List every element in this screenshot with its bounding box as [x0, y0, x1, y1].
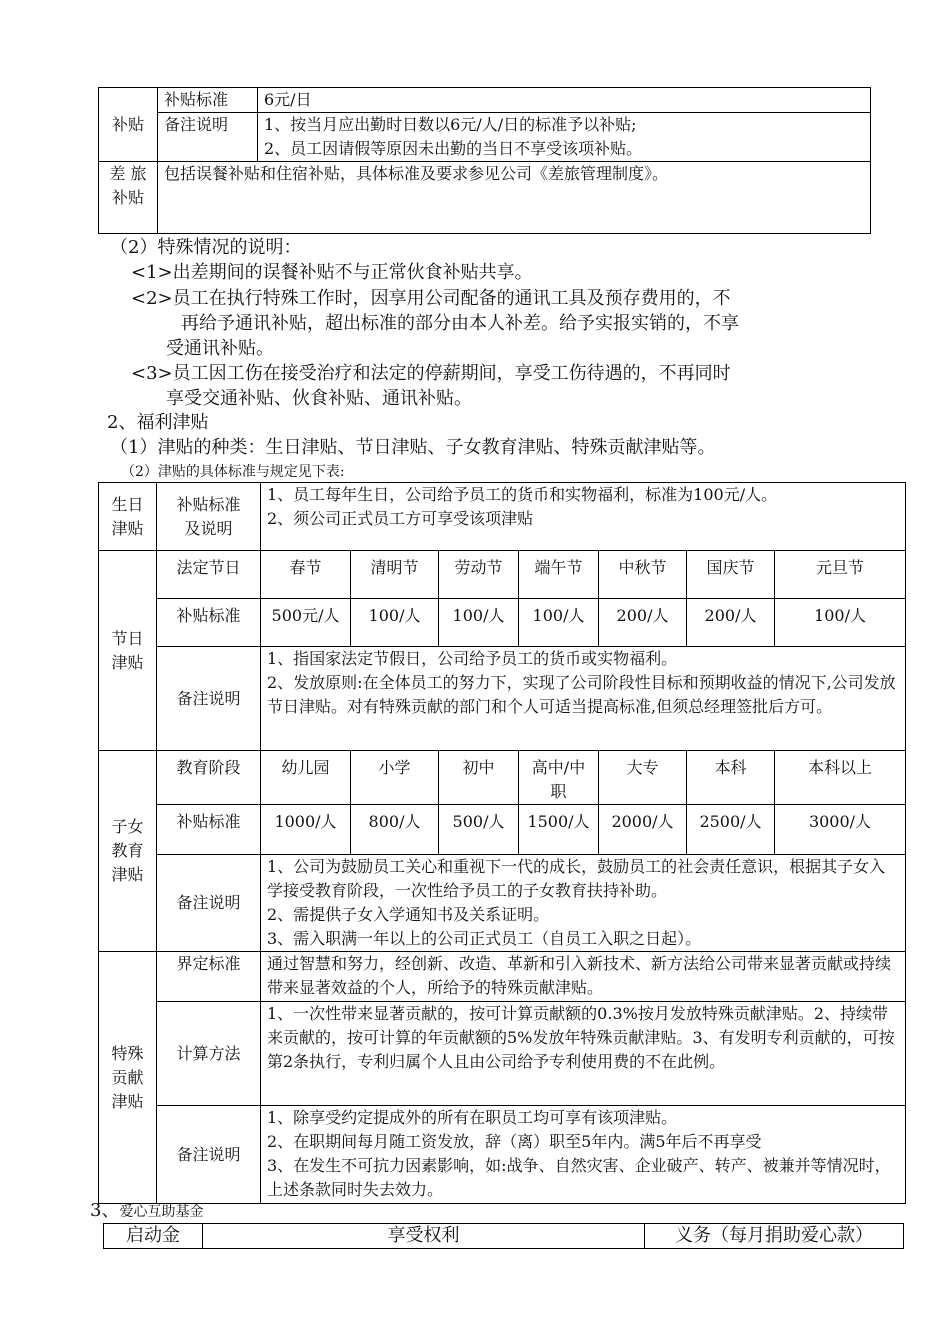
education-allowance-label — [99, 751, 157, 952]
note-line: 1、除享受约定提成外的所有在职员工均可享有该项津贴。 — [267, 1108, 678, 1127]
text-line: 1、员工每年生日，公司给予员工的货币和实物福利，标准为100元/人。 — [267, 485, 778, 504]
label-line: 特殊 — [111, 1043, 144, 1063]
note-line: 2、在职期间每月随工资发放，辞（离）职至5年内。满5年后不再享受 — [267, 1132, 762, 1151]
birthday-sub-label — [157, 483, 261, 551]
label-line: 及说明 — [184, 518, 233, 538]
holiday-label: 法定节日 — [157, 551, 261, 599]
stage-name: 初中 — [439, 751, 519, 805]
holiday-name: 春节 — [261, 551, 351, 599]
festival-allowance-label — [99, 551, 157, 751]
stage-name: 高中/中职 — [519, 751, 599, 805]
holiday-amount: 100/人 — [351, 599, 439, 647]
stage-amount: 1500/人 — [519, 805, 599, 855]
travel-allowance-text: 包括误餐补贴和住宿补贴，具体标准及要求参见公司《差旅管理制度》。 — [158, 162, 871, 234]
special-item-1: <1>出差期间的误餐补贴不与正常伙食补贴共享。 — [131, 262, 533, 283]
education-note-label: 备注说明 — [157, 855, 261, 952]
std-value: 6元/日 — [258, 88, 871, 113]
label-line: 节日 — [111, 628, 144, 648]
note-line: 1、指国家法定节假日，公司给予员工的货币或实物福利。 — [267, 649, 678, 668]
meal-allowance-label: 补贴 — [99, 88, 158, 162]
holiday-amount: 100/人 — [519, 599, 599, 647]
label-line: 贡献 — [111, 1067, 144, 1087]
welfare-types: （1）津贴的种类：生日津贴、节日津贴、子女教育津贴、特殊贡献津贴等。 — [110, 437, 716, 458]
festival-std-label: 补贴标准 — [157, 599, 261, 647]
note-line: 1、按当月应出勤时日数以6元/人/日的标准予以补贴; — [264, 115, 637, 134]
note-line: 2、员工因请假等原因未出勤的当日不享受该项补贴。 — [264, 139, 643, 158]
education-note-text — [261, 855, 906, 952]
holiday-amount: 100/人 — [439, 599, 519, 647]
stage-name: 幼儿园 — [261, 751, 351, 805]
holiday-amount: 100/人 — [775, 599, 906, 647]
holiday-amount: 200/人 — [599, 599, 687, 647]
special-item-3: <3>员工因工伤在接受治疗和法定的停薪期间，享受工伤待遇的，不再同时 — [131, 363, 731, 384]
definition-text: 通过智慧和努力，经创新、改造、革新和引入新技术、新方法给公司带来显著贡献或持续带来显著效益的个人，所给予的特殊贡献津贴。 — [261, 952, 906, 1002]
stage-name: 大专 — [599, 751, 687, 805]
stage-name: 本科以上 — [775, 751, 906, 805]
holiday-name: 元旦节 — [775, 551, 906, 599]
travel-allowance-label — [99, 162, 158, 234]
label-line: 子女 — [111, 817, 144, 836]
note-line: 2、发放原则:在全体员工的努力下，实现了公司阶段性目标和预期收益的情况下,公司发放节日津贴。对有特殊贡献的部门和个人可适当提高标准,但须总经理签批后方可。 — [267, 673, 896, 716]
note-line: 3、需入职满一年以上的公司正式员工（自员工入职之日起）。 — [267, 929, 702, 948]
note-label: 备注说明 — [158, 113, 258, 162]
calculation-label: 计算方法 — [157, 1002, 261, 1106]
education-std-label: 补贴标准 — [157, 805, 261, 855]
holiday-name: 清明节 — [351, 551, 439, 599]
note-text — [258, 113, 871, 162]
label-line: 津贴 — [111, 1091, 144, 1111]
label-line: 生日 — [111, 494, 144, 514]
std-label: 补贴标准 — [158, 88, 258, 113]
label-line: 补贴 — [111, 188, 144, 207]
holiday-amount: 500元/人 — [261, 599, 351, 647]
birthday-text — [261, 483, 906, 551]
note-line: 1、公司为鼓励员工关心和重视下一代的成长，鼓励员工的社会责任意识，根据其子女入学接受教育阶段，一次性给予员工的子女教育扶持补助。 — [267, 857, 886, 900]
special-note-text — [261, 1106, 906, 1204]
festival-note-label: 备注说明 — [157, 647, 261, 751]
note-line: 2、需提供子女入学通知书及关系证明。 — [267, 905, 550, 924]
fund-heading — [90, 1199, 203, 1224]
fund-col-obligation: 义务（每月捐助爱心款） — [645, 1224, 904, 1249]
special-item-3: 享受交通补贴、伙食补贴、通讯补贴。 — [166, 388, 472, 409]
holiday-name: 国庆节 — [687, 551, 775, 599]
special-note-label: 备注说明 — [157, 1106, 261, 1204]
note-line: 3、在发生不可抗力因素影响，如:战争、自然灾害、企业破产、转产、被兼并等情况时，上述条款同时失去效力。 — [267, 1156, 891, 1199]
stage-label: 教育阶段 — [157, 751, 261, 805]
stage-amount: 1000/人 — [261, 805, 351, 855]
holiday-name: 端午节 — [519, 551, 599, 599]
welfare-allowance-table — [98, 482, 906, 1204]
stage-name: 本科 — [687, 751, 775, 805]
label-line: 津贴 — [111, 865, 144, 884]
text-line: 2、须公司正式员工方可享受该项津贴 — [267, 509, 534, 528]
fund-table — [103, 1223, 904, 1249]
label-line: 津贴 — [111, 652, 144, 672]
stage-amount: 2000/人 — [599, 805, 687, 855]
special-heading: （2）特殊情况的说明： — [110, 237, 302, 258]
meal-allowance-table — [98, 87, 871, 234]
fund-heading-number: 3、 — [90, 1200, 120, 1221]
label-line: 津贴 — [111, 518, 144, 538]
special-item-2: 再给予通讯补贴，超出标准的部分由本人补差。给予实报实销的，不享 — [181, 313, 739, 334]
definition-label: 界定标准 — [157, 952, 261, 1002]
welfare-intro: （2）津贴的具体标准与规定见下表: — [121, 464, 345, 480]
fund-col-start: 启动金 — [104, 1224, 203, 1249]
calculation-text: 1、一次性带来显著贡献的，按可计算贡献额的0.3%按月发放特殊贡献津贴。2、持续带来贡献的，按可计算的年贡献额的5%发放年特殊贡献津贴。3、有发明专利贡献的，可按第2条执行，专利归属个人且由公司给予专利使用费的不在此例。 — [261, 1002, 906, 1106]
stage-amount: 500/人 — [439, 805, 519, 855]
holiday-name: 中秋节 — [599, 551, 687, 599]
label-line: 补贴标准 — [176, 494, 241, 514]
label-line: 教育 — [111, 841, 144, 860]
label-line: 差 旅 — [109, 164, 147, 183]
birthday-allowance-label — [99, 483, 157, 551]
stage-name: 小学 — [351, 751, 439, 805]
festival-note-text — [261, 647, 906, 751]
holiday-name: 劳动节 — [439, 551, 519, 599]
special-item-2: <2>员工在执行特殊工作时，因享用公司配备的通讯工具及预存费用的，不 — [131, 288, 731, 309]
special-item-2: 受通讯补贴。 — [166, 338, 274, 359]
special-allowance-label — [99, 952, 157, 1204]
stage-amount: 800/人 — [351, 805, 439, 855]
fund-col-rights: 享受权利 — [203, 1224, 645, 1249]
stage-amount: 2500/人 — [687, 805, 775, 855]
welfare-heading: 2、福利津贴 — [107, 412, 209, 433]
stage-amount: 3000/人 — [775, 805, 906, 855]
fund-heading-text: 爱心互助基金 — [119, 1204, 204, 1220]
holiday-amount: 200/人 — [687, 599, 775, 647]
